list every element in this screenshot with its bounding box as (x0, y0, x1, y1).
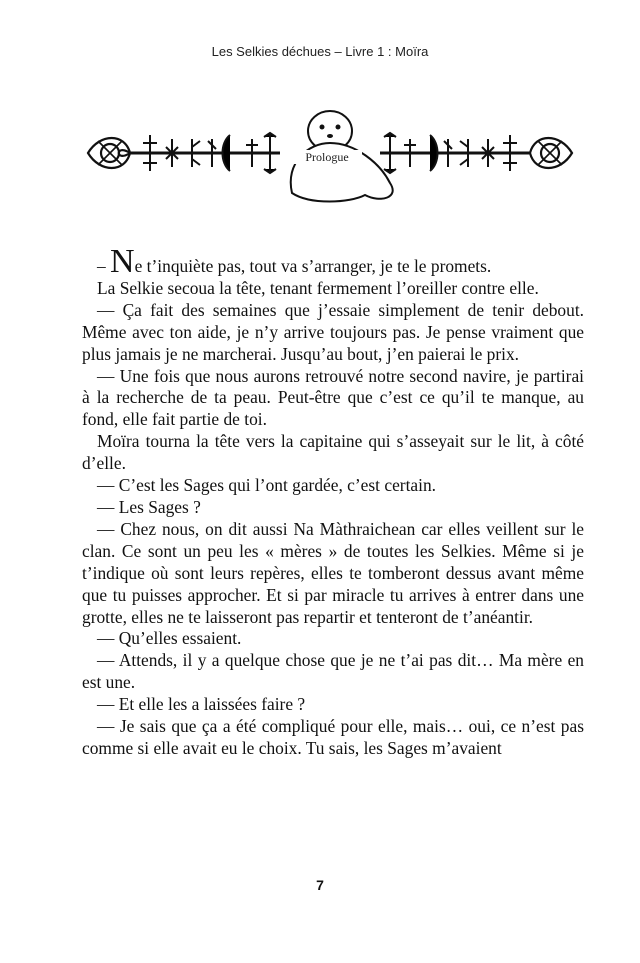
paragraph: — Et elle les a laissées faire ? (97, 694, 306, 715)
paragraph: — Chez nous, on dit aussi Na Màthraichean car elles veillent sur le clan. Ce sont un peu les « mères » de toutes les Selkies. Même si je t’indique où sont leurs repères, elles te tomberont dessus avant même que tu puisses approcher. Et si par miracle tu arrives à entrer dans une grotte, elles ne te laisseront pas repartir et tenteront de t’anéantir. (82, 518, 584, 627)
dialogue-dash: – (97, 256, 111, 276)
paragraph: — Une fois que nous aurons retrouvé notre second navire, je partirai à la recherche de ta peau. Peut-être que c’est ce qu’il te manque, au fond, elle fait partie de toi. (82, 365, 584, 430)
drop-cap: N (110, 243, 135, 280)
paragraph: — Les Sages ? (97, 496, 201, 517)
paragraph-text: e t’inquiète pas, tout va s’arranger, je te le promets. (134, 256, 492, 276)
paragraph: La Selkie secoua la tête, tenant fermement l’oreiller contre elle. (97, 277, 539, 298)
paragraph: — C’est les Sages qui l’ont gardée, c’est certain. (97, 475, 437, 496)
paragraph: — Je sais que ça a été compliqué pour elle, mais… oui, ce n’est pas comme si elle avait eu le choix. Tu sais, les Sages m’avaient (82, 716, 584, 758)
paragraph: Moïra tourna la tête vers la capitaine qui s’asseyait sur le lit, à côté d’elle. (82, 431, 584, 474)
paragraph (82, 243, 584, 280)
body-text (82, 243, 584, 760)
running-header: Les Selkies déchues – Livre 1 : Moïra (211, 44, 429, 59)
paragraph: — Attends, il y a quelque chose que je ne t’ai pas dit… Ma mère en est une. (82, 650, 584, 693)
paragraph: — Ça fait des semaines que j’essaie simplement de tenir debout. Même avec ton aide, je n’y arrive toujours pas. Je pense vraiment que plus jamais je ne marcherai. Jusqu’au bout, j’en paierai le prix. (82, 299, 584, 364)
paragraph: — Qu’elles essaient. (97, 628, 242, 649)
page-number: 7 (316, 877, 324, 893)
chapter-title: Prologue (292, 150, 362, 164)
